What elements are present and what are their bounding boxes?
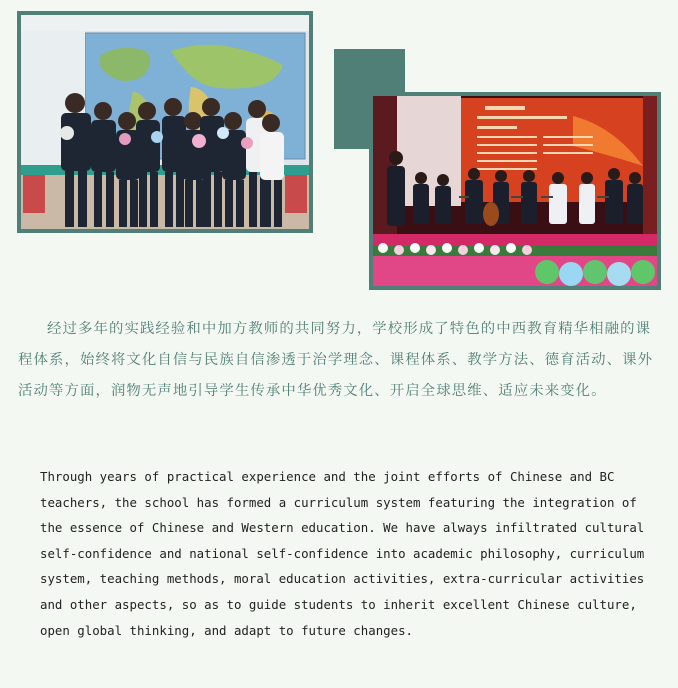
students-classroom-illustration: [21, 15, 309, 229]
orchestra-performance-photo: [369, 92, 661, 290]
chinese-paragraph: 经过多年的实践经验和中加方教师的共同努力，学校形成了特色的中西教育精华相融的课程体系，始终将文化自信与民族自信渗透于治学理念、课程体系、教学方法、德育活动、课外活动等方面，润物无声地引导学生传承中华优秀文化、开启全球思维、适应未来变化。: [18, 321, 654, 399]
students-classroom-photo: [17, 11, 313, 233]
orchestra-illustration: [373, 96, 657, 286]
english-paragraph: Through years of practical experience and the joint efforts of Chinese and BC teachers, the school has formed a curriculum system featuring the integration of the essence of Chinese and Western education. We have always infiltrated cultural self-confidence and national self-confidence into academic philosophy, curriculum system, teaching methods, moral education activities, extra-curricular activities and other aspects, so as to guide students to inherit excellent Chinese culture, open global thinking, and adapt to future changes.: [40, 469, 645, 638]
